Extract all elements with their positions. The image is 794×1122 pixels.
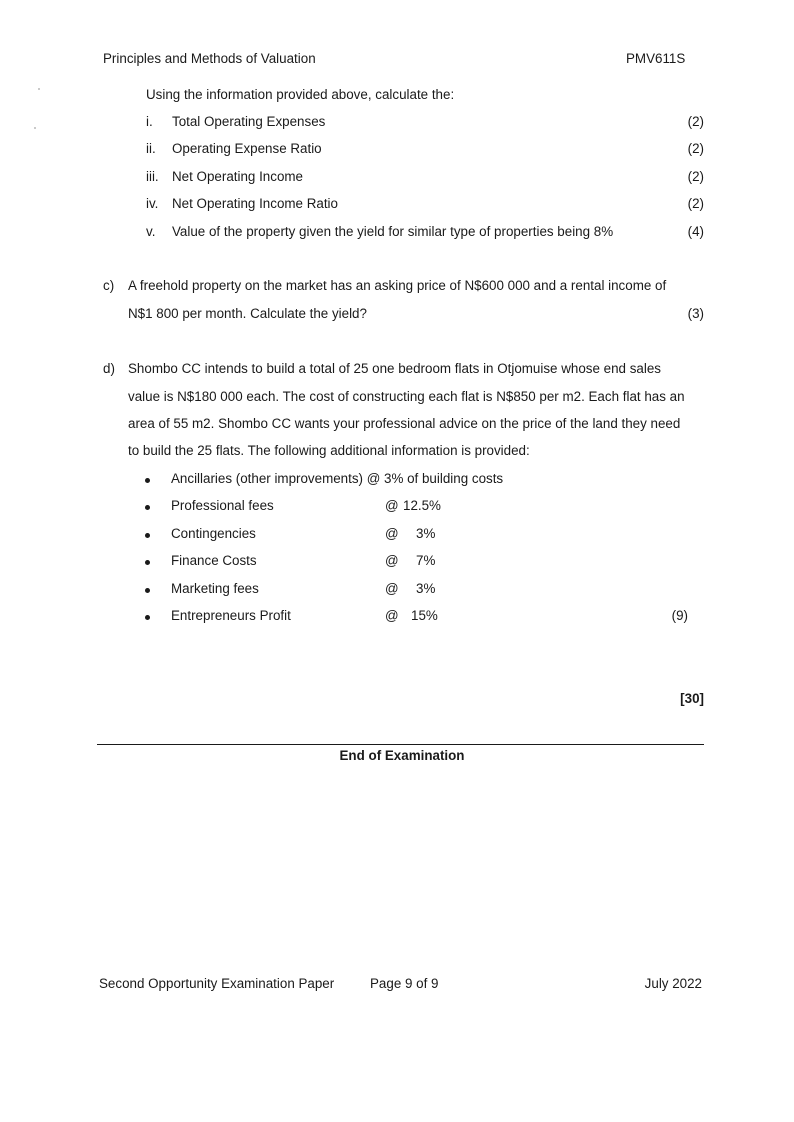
bullet-label: Finance Costs	[171, 553, 257, 568]
footer-date: July 2022	[644, 976, 702, 991]
footer-left: Second Opportunity Examination Paper	[99, 976, 335, 991]
end-divider	[97, 744, 704, 745]
question-d-line: value is N$180 000 each. The cost of constructing each flat is N$850 per m2. Each flat has an	[128, 389, 685, 404]
question-c-marks: (3)	[687, 306, 704, 321]
bullet-at: @	[385, 526, 399, 541]
item-text: Value of the property given the yield for similar type of properties being 8%	[172, 224, 614, 239]
scan-speck	[34, 127, 36, 129]
item-numeral: v.	[146, 224, 156, 239]
bullet-label: Marketing fees	[171, 581, 259, 596]
item-numeral: iii.	[146, 169, 159, 184]
bullet-rate: 3%	[416, 581, 436, 596]
bullet-at: @	[385, 581, 399, 596]
item-marks: (2)	[687, 196, 704, 211]
item-text: Total Operating Expenses	[172, 114, 326, 129]
question-d-line: area of 55 m2. Shombo CC wants your professional advice on the price of the land they need	[128, 416, 681, 431]
question-c-line: A freehold property on the market has an asking price of N$600 000 and a rental income of	[128, 278, 667, 293]
bullet-at: @	[385, 498, 399, 513]
bullet-rate: 15%	[411, 608, 438, 623]
ancillaries-text: Ancillaries (other improvements) @ 3% of building costs	[171, 471, 504, 486]
question-d-label: d)	[103, 361, 115, 376]
question-d-line: to build the 25 flats. The following additional information is provided:	[128, 443, 530, 458]
bullet-label: Contingencies	[171, 526, 256, 541]
bullet-icon	[145, 588, 150, 593]
bullet-icon	[145, 533, 150, 538]
question-c-line: N$1 800 per month. Calculate the yield?	[128, 306, 367, 321]
item-marks: (2)	[687, 141, 704, 156]
bullet-at: @	[385, 553, 399, 568]
bullet-rate: 7%	[416, 553, 436, 568]
bullet-rate: 3%	[416, 526, 436, 541]
end-of-examination: End of Examination	[339, 748, 465, 763]
item-text: Operating Expense Ratio	[172, 141, 322, 156]
item-numeral: iv.	[146, 196, 159, 211]
item-text: Net Operating Income	[172, 169, 303, 184]
item-marks: (2)	[687, 169, 704, 184]
bullet-icon	[145, 505, 150, 510]
bullet-icon	[145, 478, 150, 483]
scan-speck	[38, 88, 40, 90]
item-text: Net Operating Income Ratio	[172, 196, 338, 211]
question-d-marks: (9)	[671, 608, 688, 623]
question-b-intro: Using the information provided above, calculate the:	[146, 87, 455, 102]
item-marks: (2)	[687, 114, 704, 129]
total-marks: [30]	[680, 691, 704, 706]
bullet-at: @	[385, 608, 399, 623]
question-d-line: Shombo CC intends to build a total of 25 one bedroom flats in Otjomuise whose end sales	[128, 361, 661, 376]
page-number: Page 9 of 9	[370, 976, 439, 991]
course-code: PMV611S	[626, 51, 686, 66]
item-numeral: i.	[146, 114, 153, 129]
bullet-icon	[145, 615, 150, 620]
item-marks: (4)	[687, 224, 704, 239]
bullet-label: Professional fees	[171, 498, 274, 513]
bullet-rate: 12.5%	[403, 498, 441, 513]
question-c-label: c)	[103, 278, 115, 293]
course-title: Principles and Methods of Valuation	[103, 51, 316, 66]
item-numeral: ii.	[146, 141, 156, 156]
bullet-icon	[145, 560, 150, 565]
bullet-label: Entrepreneurs Profit	[171, 608, 291, 623]
